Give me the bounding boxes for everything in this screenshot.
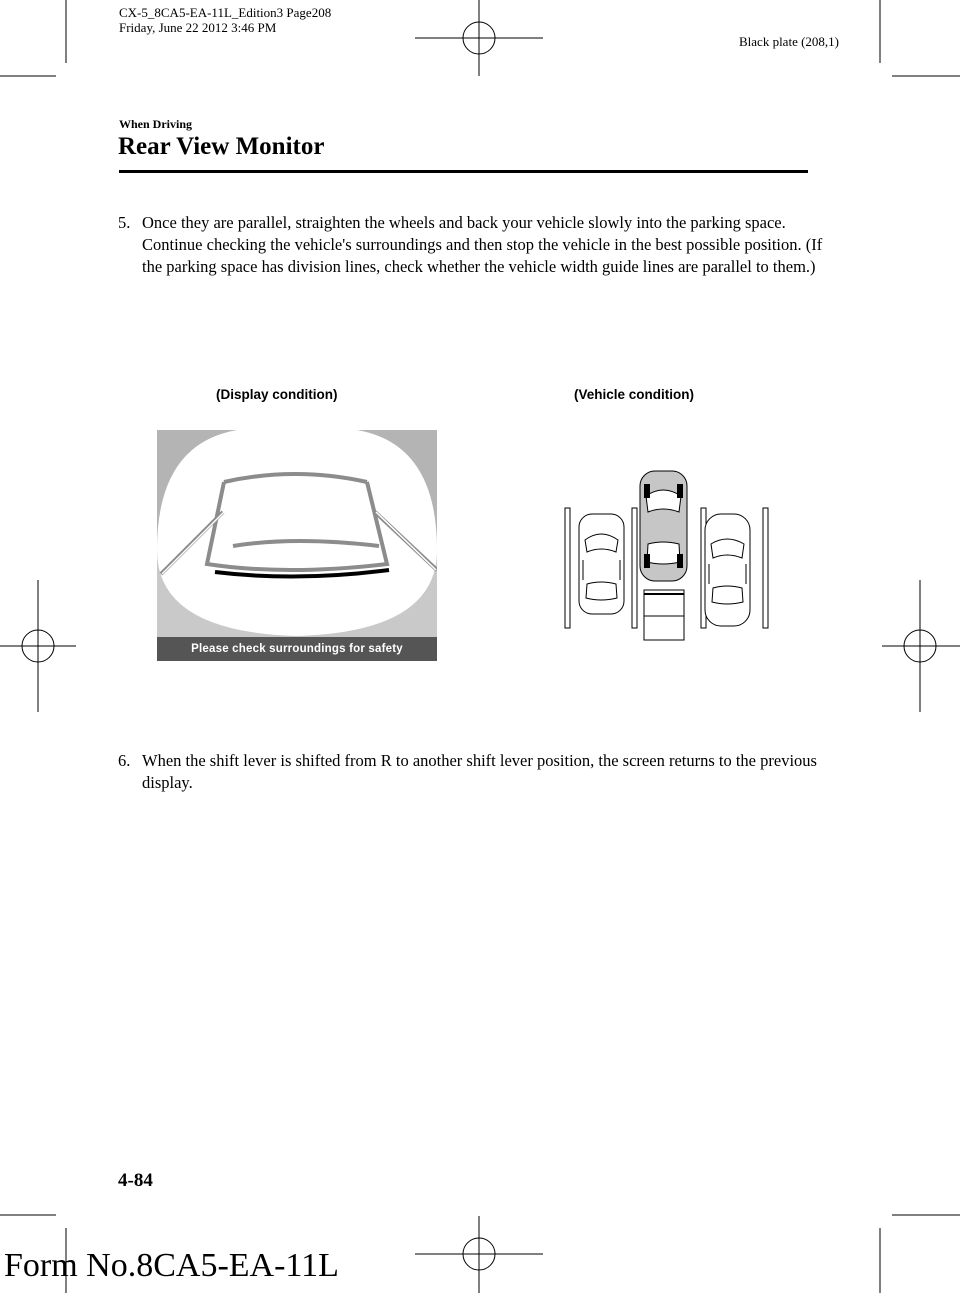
step-number: 6.	[118, 751, 131, 770]
page-title: Rear View Monitor	[118, 133, 325, 160]
step-text: When the shift lever is shifted from R to another shift lever position, the screen returns to the previous display.	[142, 751, 817, 792]
step-number: 5.	[118, 213, 131, 232]
page-number: 4-84	[118, 1170, 153, 1191]
file-name: CX-5_8CA5-EA-11L_Edition3 Page208	[119, 5, 332, 20]
file-info	[119, 5, 331, 35]
step-text: Once they are parallel, straighten the wheels and back your vehicle slowly into the parking space. Continue checking the vehicle's surroundings and then stop the vehicle in the best possible position. (If the parking space has division lines, check whether the vehicle width guide lines are parallel to them.)	[142, 213, 823, 276]
screen-safety-message: Please check surroundings for safety	[191, 643, 403, 655]
plate-label: Black plate (208,1)	[739, 34, 839, 49]
form-number: Form No.8CA5-EA-11L	[4, 1247, 339, 1284]
vehicle-caption: (Vehicle condition)	[574, 387, 695, 402]
section-label: When Driving	[119, 117, 193, 131]
parking-illustration	[560, 466, 780, 646]
display-caption: (Display condition)	[216, 387, 338, 402]
file-date: Friday, June 22 2012 3:46 PM	[119, 20, 277, 35]
step-5	[118, 212, 832, 302]
step-6	[118, 750, 832, 796]
title-rule	[119, 170, 808, 173]
monitor-screen-illustration	[157, 430, 437, 661]
